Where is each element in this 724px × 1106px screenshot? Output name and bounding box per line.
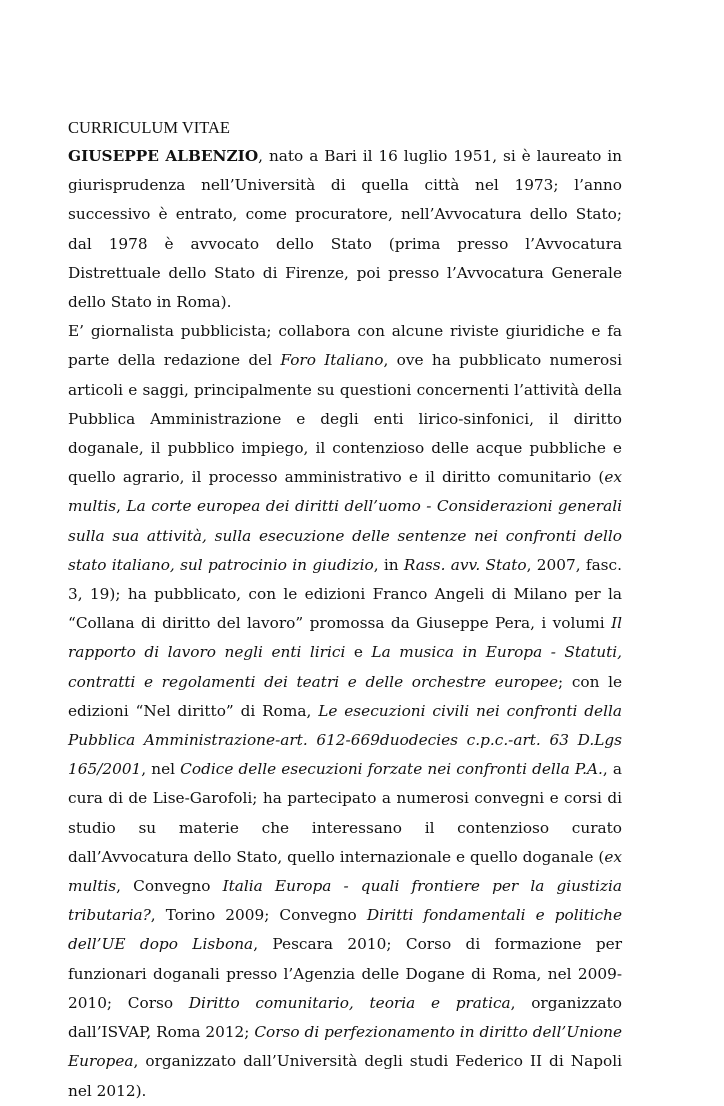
italic-run: Il rapporto di lavoro negli enti lirici: [68, 614, 622, 662]
italic-run: Diritto comunitario, teoria e pratica: [188, 993, 511, 1012]
text-run: , organizzato dall’Università degli studi Federico II di Napoli nel 2012).: [68, 1052, 622, 1100]
text-run: , 2007, fasc. 3, 19); ha pubblicato, con le edizioni Franco Angeli di Milano per la “Collana di diritto del lavoro” promossa da Giuseppe Pera, i volumi: [68, 555, 622, 633]
italic-run: Italia Europa - quali frontiere per la giustizia tributaria?: [68, 877, 622, 925]
text-run: , Convegno: [116, 877, 223, 896]
italic-run: La musica in Europa - Statuti, contratti e regolamenti dei teatri e delle orchestre europee: [68, 643, 623, 691]
text-run: , in: [373, 555, 404, 574]
italic-run: ex multis: [68, 847, 622, 896]
text-run: , Torino 2009; Convegno: [150, 906, 367, 925]
text-run: ; con le edizioni “Nel diritto” di Roma,: [68, 672, 623, 720]
italic-run: La corte europea dei diritti dell’uomo - Considerazioni generali sulla sua attività, sulla esecuzione delle sentenze nei confronti dello stato italiano, sul patrocinio in giudizio: [68, 497, 622, 574]
text-run: e: [345, 643, 372, 662]
italic-run: Diritti fondamentali e politiche dell’UE dopo Lisbona: [68, 906, 622, 954]
paragraph-activities: [68, 317, 622, 1105]
paragraph-biography: [68, 142, 622, 317]
italic-run: Rass. avv. Stato: [403, 555, 527, 574]
text-run: , Pescara 2010; Corso di formazione per funzionari doganali presso l’Agenzia delle Dogane di Roma, nel 2009-2010; Corso: [68, 935, 623, 1012]
italic-run: Codice delle esecuzioni forzate nei confronti della P.A.: [180, 760, 603, 779]
italic-run: Foro Italiano: [280, 351, 384, 370]
italic-run: Corso di perfezionamento in diritto dell’Unione Europea: [68, 1023, 622, 1071]
document-page: [68, 113, 622, 1106]
text-run: , a cura di de Lise-Garofoli; ha partecipato a numerosi convegni e corsi di studio su materie che interessano il contenzioso curato dall’Avvocatura dello Stato, quello internazionale e quello doganale (: [68, 760, 622, 866]
italic-run: ex multis: [68, 468, 622, 516]
text-run: ,: [116, 497, 127, 516]
text-run: , organizzato dall’ISVAP, Roma 2012;: [68, 993, 623, 1042]
paragraph-text: , nato a Bari il 16 luglio 1951, si è laureato in giurisprudenza nell’Università di quella città nel 1973; l’anno successivo è entrato, come procuratore, nell’Avvocatura dello Stato; dal 1978 è avvocato dello Stato (prima presso l’Avvocatura Distrettuale dello Stato di Firenze, poi presso l’Avvocatura Generale dello Stato in Roma).: [68, 147, 622, 312]
text-run: , nel: [141, 760, 181, 779]
text-run: , ove ha pubblicato numerosi articoli e saggi, principalmente su questioni concernenti l’attività della Pubblica Amministrazione e degli enti lirico-sinfonici, il diritto doganale, il pubblico impiego, il contenzioso delle acque pubbliche e quello agrario, il processo amministrativo e il diritto comunitario (: [68, 351, 622, 487]
italic-run: Le esecuzioni civili nei confronti della Pubblica Amministrazione-art. 612-669duodecies c.p.c.-art. 63 D.Lgs 165/2001: [68, 701, 622, 779]
document-heading: CURRICULUM VITAE: [68, 118, 231, 137]
person-name: GIUSEPPE ALBENZIO: [68, 147, 259, 165]
text-run: E’ giornalista pubblicista; collabora con alcune riviste giuridiche e fa parte della redazione del: [68, 322, 622, 370]
